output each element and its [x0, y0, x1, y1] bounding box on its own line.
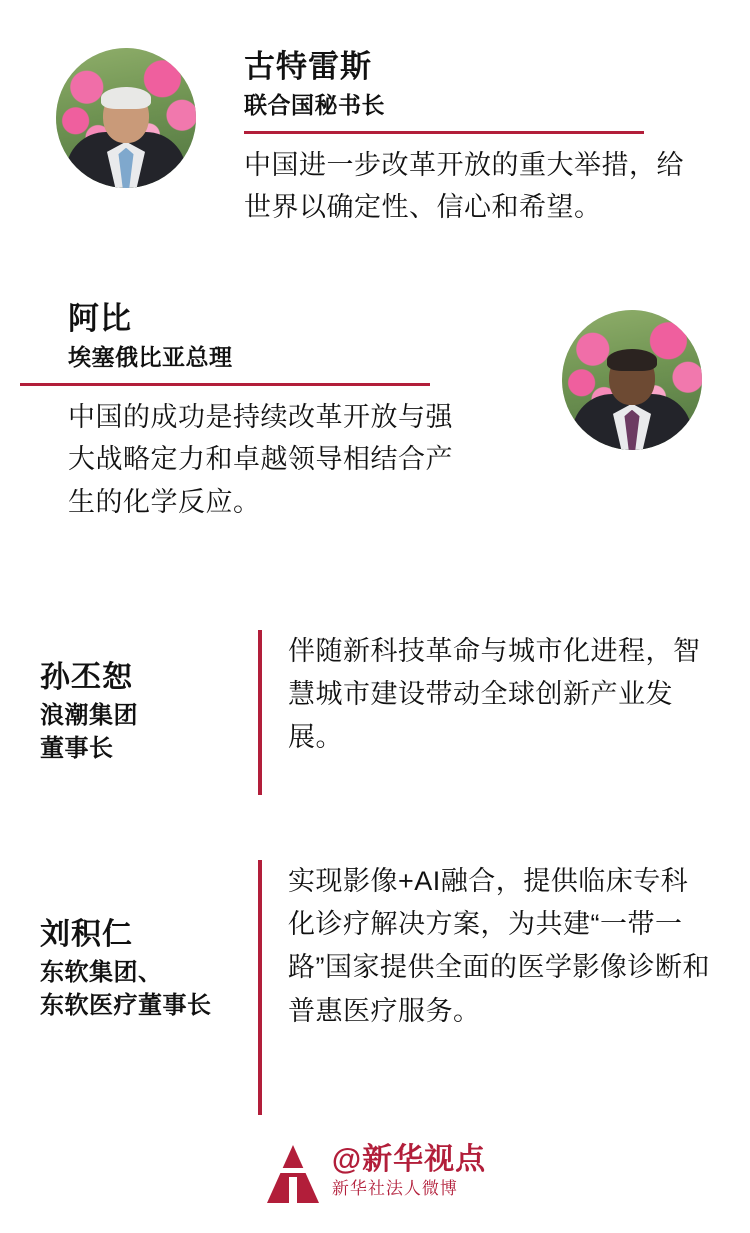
quote-text: 伴随新科技革命与城市化进程，智慧城市建设带动全球创新产业发展。 [288, 636, 701, 753]
quote-text: 实现影像+AI融合，提供临床专科化诊疗解决方案，为共建“一带一路”国家提供全面的医学影像诊断和普惠医疗服务。 [288, 866, 710, 1026]
speaker-info [40, 630, 258, 765]
speaker-name: 阿比 [68, 301, 132, 336]
quote-text: 中国的成功是持续改革开放与强大战略定力和卓越领导相结合产生的化学反应。 [68, 401, 453, 517]
tower-slot [289, 1177, 297, 1203]
quote-text: 中国进一步改革开放的重大举措，给世界以确定性、信心和希望。 [244, 149, 684, 223]
quote-card-guterres [56, 48, 696, 229]
avatar-wrapper [562, 310, 702, 450]
footer-logo-group [264, 1141, 486, 1203]
avatar-portrait [562, 349, 702, 450]
tower-band [276, 1168, 310, 1173]
speaker-title-line1: 浪潮集团 [40, 701, 138, 729]
footer-brand: @新华视点 [331, 1143, 487, 1177]
speaker-name: 孙丕恕 [40, 661, 133, 694]
footer [0, 1141, 750, 1203]
quote-card-liu [40, 860, 712, 1115]
xinhua-tower-icon [264, 1141, 322, 1203]
footer-subtitle: 新华社法人微博 [331, 1179, 458, 1199]
speaker-title-line2: 董事长 [40, 734, 114, 762]
speaker-title-line2: 东软医疗董事长 [40, 991, 212, 1019]
divider-rule [244, 131, 644, 134]
footer-text [332, 1143, 486, 1201]
speaker-name: 古特雷斯 [244, 49, 372, 84]
avatar-hair [101, 87, 151, 109]
quote-card-abiy [20, 300, 730, 524]
quote-body [244, 48, 696, 229]
divider-rule [20, 383, 430, 386]
avatar-portrait [56, 87, 196, 188]
speaker-title-line1: 东软集团、 [40, 958, 163, 986]
speaker-info [40, 860, 258, 1022]
speaker-title: 联合国秘书长 [244, 91, 385, 118]
avatar-abiy [562, 310, 702, 450]
avatar-guterres [56, 48, 196, 188]
avatar-hair [607, 349, 657, 371]
quote-card-sun [40, 630, 712, 795]
speaker-name: 刘积仁 [40, 918, 133, 951]
speaker-title: 埃塞俄比亚总理 [68, 343, 233, 370]
